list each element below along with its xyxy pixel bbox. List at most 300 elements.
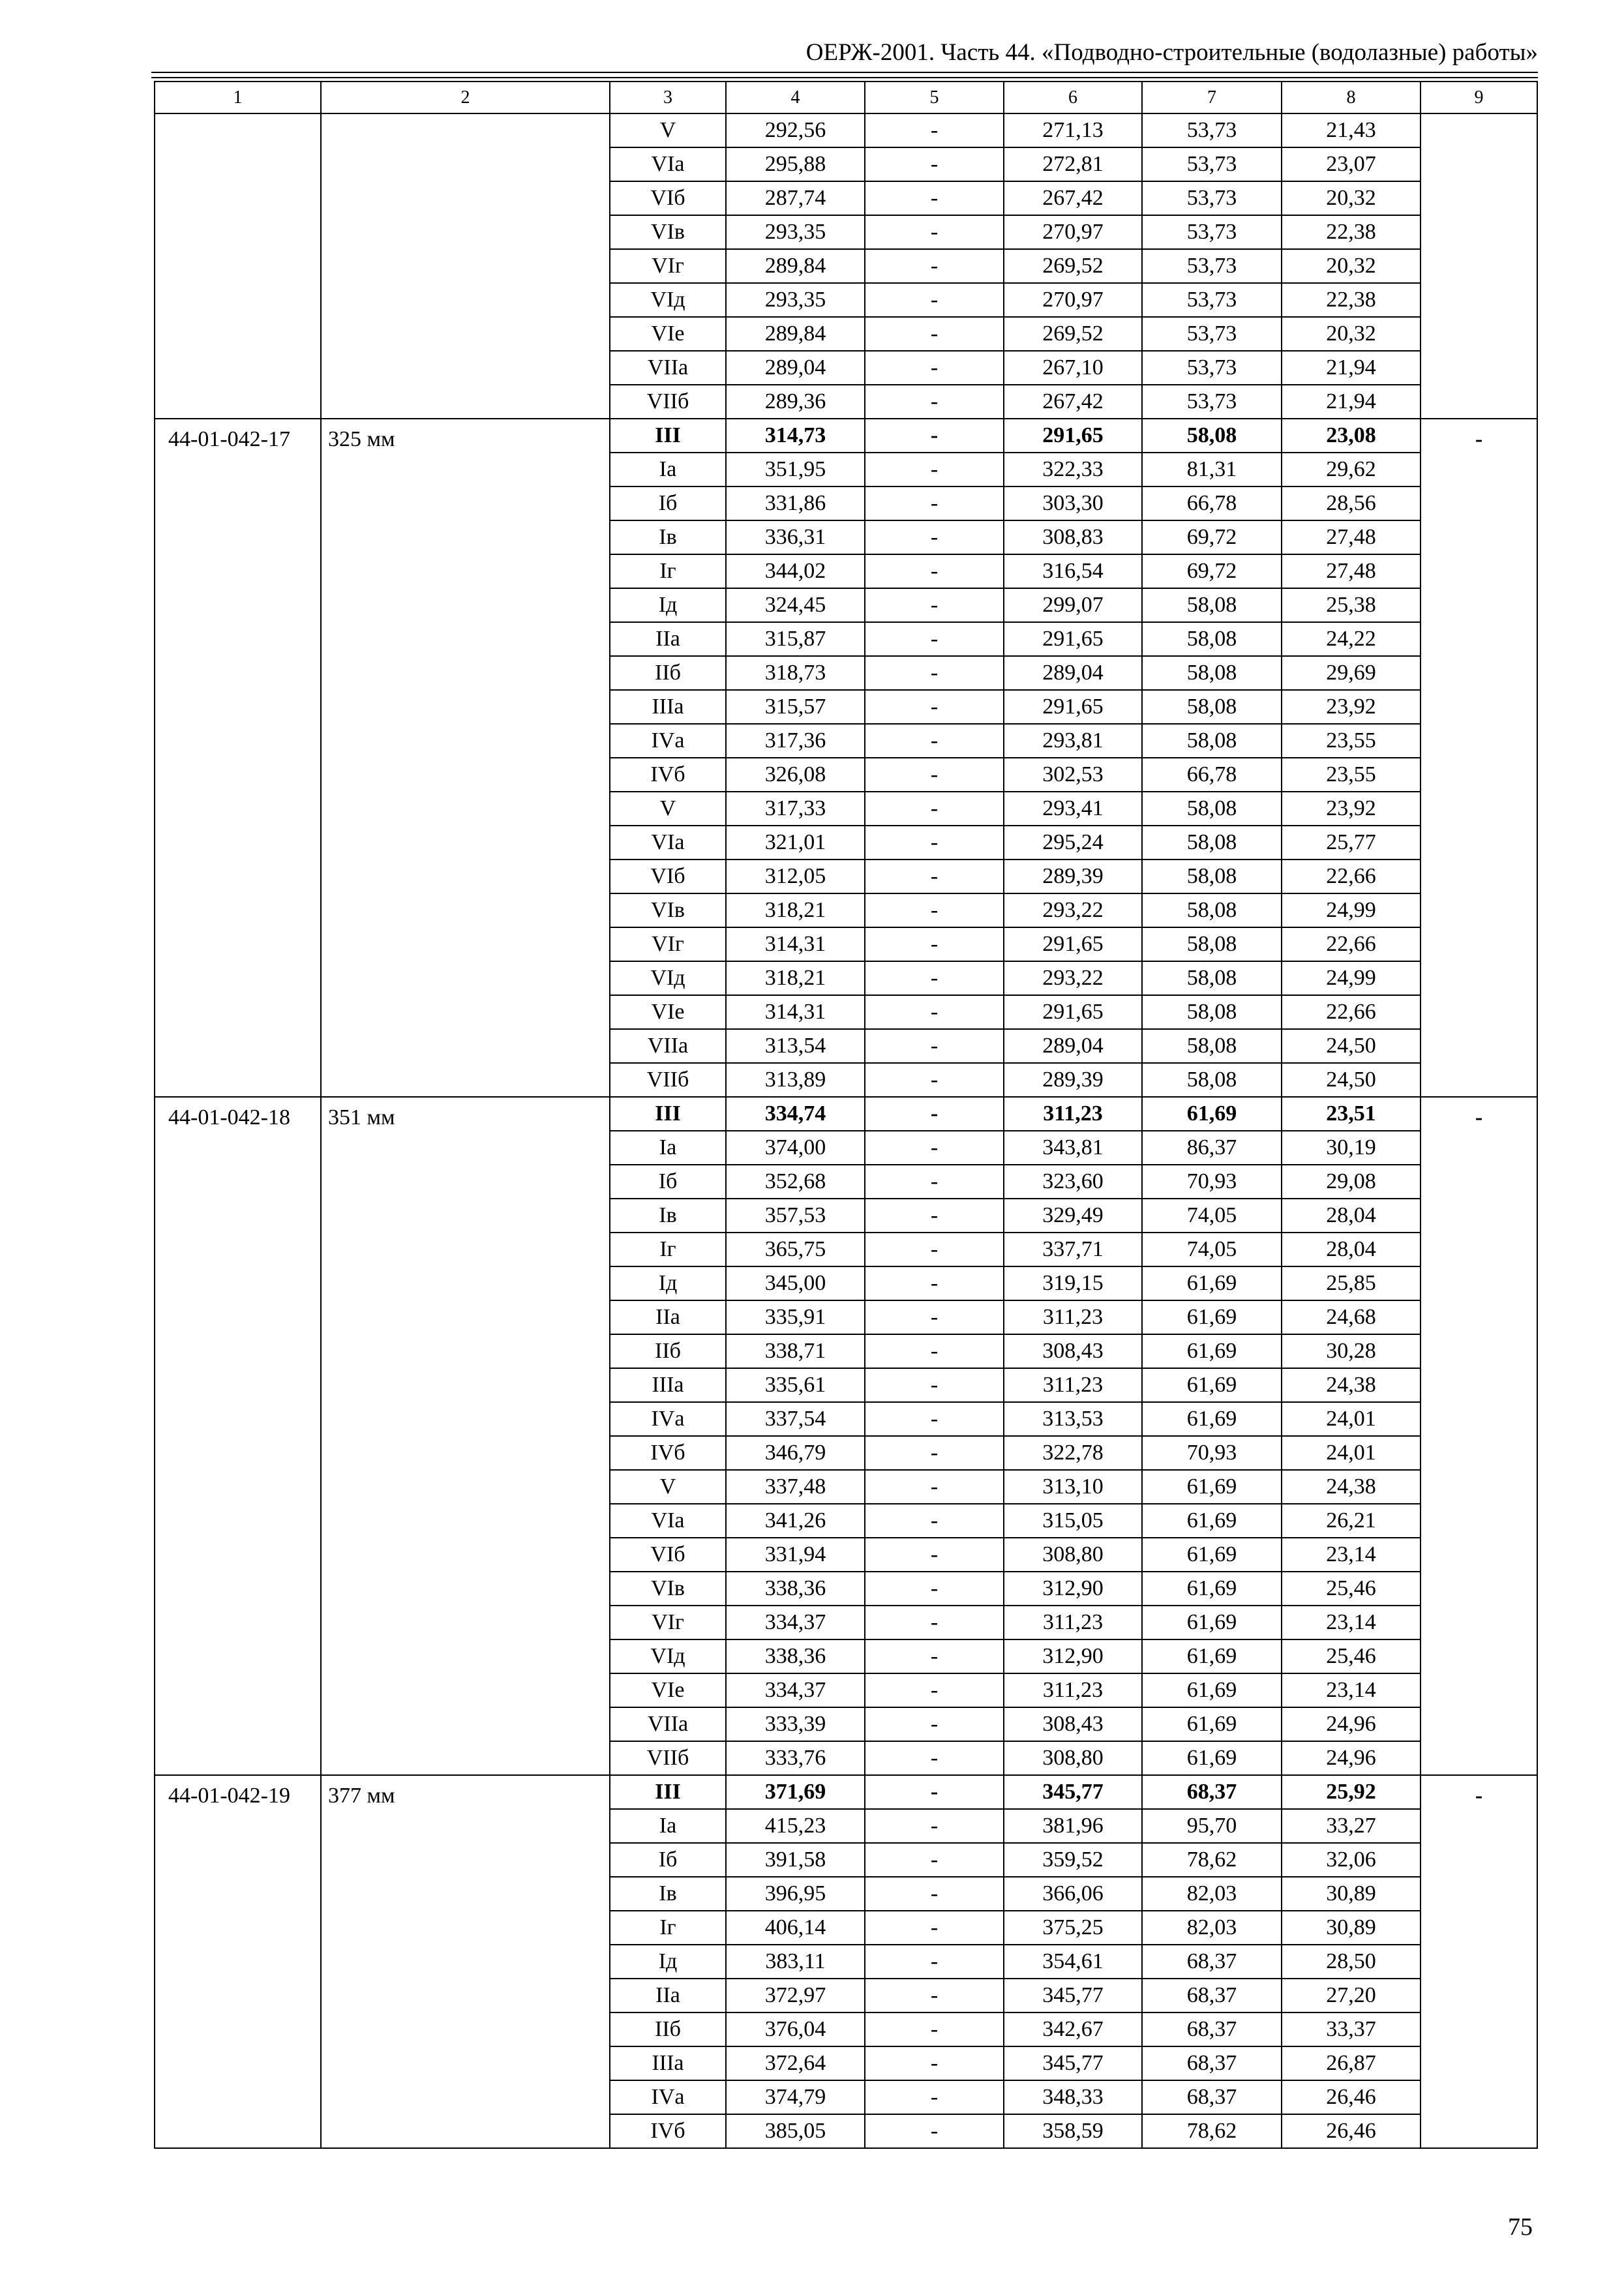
base-cost-cell: 374,00: [726, 1131, 865, 1165]
column-7-cell: 58,08: [1142, 588, 1282, 622]
zone-cell: VIIб: [610, 1063, 726, 1097]
column-6-cell: 303,30: [1004, 486, 1142, 520]
column-8-cell: 24,96: [1282, 1741, 1421, 1775]
column-6-cell: 295,24: [1004, 826, 1142, 860]
column-5-cell: -: [865, 1402, 1004, 1436]
column-5-cell: -: [865, 1606, 1004, 1639]
column-8-cell: 24,22: [1282, 622, 1421, 656]
base-cost-cell: 324,45: [726, 588, 865, 622]
column-8-cell: 30,89: [1282, 1911, 1421, 1945]
column-6-cell: 311,23: [1004, 1606, 1142, 1639]
column-number: 5: [865, 82, 1004, 113]
zone-cell: Iб: [610, 1843, 726, 1877]
column-8-cell: 24,01: [1282, 1436, 1421, 1470]
column-8-cell: 26,87: [1282, 2046, 1421, 2080]
column-5-cell: -: [865, 1300, 1004, 1334]
column-8-cell: 24,01: [1282, 1402, 1421, 1436]
column-7-cell: 53,73: [1142, 181, 1282, 215]
column-6-cell: 311,23: [1004, 1673, 1142, 1707]
column-7-cell: 61,69: [1142, 1606, 1282, 1639]
column-number: 7: [1142, 82, 1282, 113]
zone-cell: III: [610, 1097, 726, 1131]
column-5-cell: -: [865, 147, 1004, 181]
base-cost-cell: 336,31: [726, 520, 865, 554]
zone-cell: VIе: [610, 317, 726, 351]
column-8-cell: 25,92: [1282, 1775, 1421, 1809]
base-cost-cell: 396,95: [726, 1877, 865, 1911]
column-5-cell: -: [865, 1470, 1004, 1504]
column-number: 8: [1282, 82, 1421, 113]
code-cell: 44-01-042-19: [155, 1775, 321, 2148]
base-cost-cell: 406,14: [726, 1911, 865, 1945]
column-8-cell: 29,62: [1282, 453, 1421, 486]
column-8-cell: 23,08: [1282, 419, 1421, 453]
zone-cell: IVа: [610, 724, 726, 758]
column-6-cell: 311,23: [1004, 1368, 1142, 1402]
column-8-cell: 28,04: [1282, 1199, 1421, 1233]
zone-cell: Iв: [610, 1199, 726, 1233]
column-6-cell: 308,80: [1004, 1538, 1142, 1572]
base-cost-cell: 374,79: [726, 2080, 865, 2114]
name-cell: [321, 113, 610, 419]
zone-cell: VIг: [610, 927, 726, 961]
column-7-cell: 61,69: [1142, 1470, 1282, 1504]
column-6-cell: 343,81: [1004, 1131, 1142, 1165]
zone-cell: IIIа: [610, 690, 726, 724]
zone-cell: VIIб: [610, 1741, 726, 1775]
column-6-cell: 311,23: [1004, 1300, 1142, 1334]
column-5-cell: -: [865, 2012, 1004, 2046]
column-7-cell: 78,62: [1142, 1843, 1282, 1877]
column-6-cell: 271,13: [1004, 113, 1142, 147]
column-6-cell: 381,96: [1004, 1809, 1142, 1843]
note-cell: [1421, 113, 1537, 419]
base-cost-cell: 295,88: [726, 147, 865, 181]
column-8-cell: 24,38: [1282, 1470, 1421, 1504]
column-6-cell: 345,77: [1004, 1979, 1142, 2012]
base-cost-cell: 333,39: [726, 1707, 865, 1741]
column-6-cell: 267,42: [1004, 385, 1142, 419]
column-8-cell: 24,50: [1282, 1029, 1421, 1063]
column-8-cell: 26,46: [1282, 2114, 1421, 2148]
column-5-cell: -: [865, 419, 1004, 453]
column-7-cell: 68,37: [1142, 2080, 1282, 2114]
column-8-cell: 30,28: [1282, 1334, 1421, 1368]
column-8-cell: 23,51: [1282, 1097, 1421, 1131]
column-8-cell: 23,92: [1282, 792, 1421, 826]
column-8-cell: 22,38: [1282, 215, 1421, 249]
column-7-cell: 61,69: [1142, 1266, 1282, 1300]
column-number: 9: [1421, 82, 1537, 113]
column-7-cell: 61,69: [1142, 1504, 1282, 1538]
column-8-cell: 22,66: [1282, 995, 1421, 1029]
column-8-cell: 27,48: [1282, 554, 1421, 588]
base-cost-cell: 317,33: [726, 792, 865, 826]
base-cost-cell: 338,36: [726, 1572, 865, 1606]
column-6-cell: 267,10: [1004, 351, 1142, 385]
column-6-cell: 291,65: [1004, 690, 1142, 724]
base-cost-cell: 365,75: [726, 1233, 865, 1266]
column-number: 2: [321, 82, 610, 113]
base-cost-cell: 313,89: [726, 1063, 865, 1097]
zone-cell: VIIа: [610, 351, 726, 385]
column-7-cell: 69,72: [1142, 554, 1282, 588]
column-5-cell: -: [865, 1809, 1004, 1843]
column-5-cell: -: [865, 927, 1004, 961]
column-5-cell: -: [865, 249, 1004, 283]
column-7-cell: 70,93: [1142, 1165, 1282, 1199]
column-6-cell: 308,43: [1004, 1707, 1142, 1741]
base-cost-cell: 352,68: [726, 1165, 865, 1199]
column-5-cell: -: [865, 1097, 1004, 1131]
column-number-row: [155, 82, 1537, 113]
column-5-cell: -: [865, 486, 1004, 520]
column-7-cell: 68,37: [1142, 1945, 1282, 1979]
column-8-cell: 23,55: [1282, 758, 1421, 792]
zone-cell: VIб: [610, 860, 726, 893]
base-cost-cell: 314,31: [726, 927, 865, 961]
column-7-cell: 53,73: [1142, 113, 1282, 147]
zone-cell: Iв: [610, 520, 726, 554]
base-cost-cell: 289,04: [726, 351, 865, 385]
zone-cell: IVа: [610, 1402, 726, 1436]
column-5-cell: -: [865, 1639, 1004, 1673]
running-header: ОЕРЖ-2001. Часть 44. «Подводно-строительные (водолазные) работы»: [805, 39, 1538, 66]
column-6-cell: 322,33: [1004, 453, 1142, 486]
column-7-cell: 58,08: [1142, 893, 1282, 927]
column-5-cell: -: [865, 622, 1004, 656]
column-5-cell: -: [865, 385, 1004, 419]
column-6-cell: 302,53: [1004, 758, 1142, 792]
zone-cell: IIа: [610, 1979, 726, 2012]
base-cost-cell: 292,56: [726, 113, 865, 147]
column-8-cell: 28,50: [1282, 1945, 1421, 1979]
column-7-cell: 66,78: [1142, 486, 1282, 520]
base-cost-cell: 289,84: [726, 249, 865, 283]
column-5-cell: -: [865, 1334, 1004, 1368]
column-6-cell: 291,65: [1004, 927, 1142, 961]
column-7-cell: 58,08: [1142, 1063, 1282, 1097]
column-8-cell: 27,48: [1282, 520, 1421, 554]
column-5-cell: -: [865, 1368, 1004, 1402]
zone-cell: Iг: [610, 1911, 726, 1945]
column-7-cell: 53,73: [1142, 283, 1282, 317]
column-8-cell: 23,92: [1282, 690, 1421, 724]
zone-cell: VIе: [610, 1673, 726, 1707]
column-7-cell: 68,37: [1142, 1775, 1282, 1809]
base-cost-cell: 314,31: [726, 995, 865, 1029]
column-7-cell: 95,70: [1142, 1809, 1282, 1843]
base-cost-cell: 357,53: [726, 1199, 865, 1233]
zone-cell: VIб: [610, 181, 726, 215]
name-cell: 351 мм: [321, 1097, 610, 1775]
column-8-cell: 25,46: [1282, 1572, 1421, 1606]
column-7-cell: 53,73: [1142, 147, 1282, 181]
base-cost-cell: 318,73: [726, 656, 865, 690]
zone-cell: Iд: [610, 1266, 726, 1300]
column-8-cell: 24,68: [1282, 1300, 1421, 1334]
zone-cell: IVб: [610, 758, 726, 792]
column-8-cell: 20,32: [1282, 181, 1421, 215]
column-6-cell: 348,33: [1004, 2080, 1142, 2114]
base-cost-cell: 331,94: [726, 1538, 865, 1572]
column-8-cell: 26,21: [1282, 1504, 1421, 1538]
base-cost-cell: 351,95: [726, 453, 865, 486]
column-8-cell: 20,32: [1282, 317, 1421, 351]
base-cost-cell: 318,21: [726, 961, 865, 995]
zone-cell: VIIб: [610, 385, 726, 419]
column-6-cell: 289,04: [1004, 656, 1142, 690]
base-cost-cell: 341,26: [726, 1504, 865, 1538]
column-6-cell: 375,25: [1004, 1911, 1142, 1945]
zone-cell: Iа: [610, 453, 726, 486]
base-cost-cell: 345,00: [726, 1266, 865, 1300]
column-6-cell: 345,77: [1004, 1775, 1142, 1809]
column-8-cell: 23,14: [1282, 1673, 1421, 1707]
base-cost-cell: 333,76: [726, 1741, 865, 1775]
zone-cell: VIг: [610, 249, 726, 283]
column-5-cell: -: [865, 656, 1004, 690]
column-5-cell: -: [865, 1911, 1004, 1945]
zone-cell: VIа: [610, 826, 726, 860]
base-cost-cell: 371,69: [726, 1775, 865, 1809]
zone-cell: V: [610, 113, 726, 147]
column-number: 1: [155, 82, 321, 113]
column-7-cell: 58,08: [1142, 961, 1282, 995]
column-7-cell: 66,78: [1142, 758, 1282, 792]
column-7-cell: 61,69: [1142, 1300, 1282, 1334]
column-8-cell: 32,06: [1282, 1843, 1421, 1877]
column-7-cell: 58,08: [1142, 724, 1282, 758]
column-6-cell: 313,53: [1004, 1402, 1142, 1436]
base-cost-cell: 315,87: [726, 622, 865, 656]
column-8-cell: 23,14: [1282, 1606, 1421, 1639]
zone-cell: VIд: [610, 961, 726, 995]
base-cost-cell: 326,08: [726, 758, 865, 792]
column-7-cell: 61,69: [1142, 1707, 1282, 1741]
column-7-cell: 58,08: [1142, 927, 1282, 961]
column-7-cell: 61,69: [1142, 1741, 1282, 1775]
column-5-cell: -: [865, 520, 1004, 554]
column-8-cell: 22,66: [1282, 860, 1421, 893]
group-first-row: [155, 1097, 1537, 1131]
base-cost-cell: 293,35: [726, 283, 865, 317]
column-6-cell: 316,54: [1004, 554, 1142, 588]
column-5-cell: -: [865, 1673, 1004, 1707]
column-6-cell: 272,81: [1004, 147, 1142, 181]
base-cost-cell: 383,11: [726, 1945, 865, 1979]
column-7-cell: 61,69: [1142, 1334, 1282, 1368]
column-5-cell: -: [865, 1538, 1004, 1572]
column-5-cell: -: [865, 860, 1004, 893]
column-5-cell: -: [865, 961, 1004, 995]
column-7-cell: 58,08: [1142, 826, 1282, 860]
column-6-cell: 308,83: [1004, 520, 1142, 554]
column-6-cell: 267,42: [1004, 181, 1142, 215]
column-8-cell: 23,14: [1282, 1538, 1421, 1572]
column-5-cell: -: [865, 2080, 1004, 2114]
zone-cell: Iб: [610, 486, 726, 520]
column-8-cell: 33,27: [1282, 1809, 1421, 1843]
base-cost-cell: 289,36: [726, 385, 865, 419]
column-5-cell: -: [865, 1131, 1004, 1165]
column-7-cell: 58,08: [1142, 419, 1282, 453]
base-cost-cell: 337,48: [726, 1470, 865, 1504]
column-5-cell: -: [865, 1063, 1004, 1097]
zone-cell: Iа: [610, 1809, 726, 1843]
column-7-cell: 58,08: [1142, 995, 1282, 1029]
zone-cell: Iг: [610, 1233, 726, 1266]
zone-cell: IVб: [610, 1436, 726, 1470]
column-5-cell: -: [865, 758, 1004, 792]
column-5-cell: -: [865, 1504, 1004, 1538]
column-8-cell: 26,46: [1282, 2080, 1421, 2114]
base-cost-cell: 372,64: [726, 2046, 865, 2080]
column-8-cell: 23,55: [1282, 724, 1421, 758]
column-6-cell: 291,65: [1004, 622, 1142, 656]
column-8-cell: 22,38: [1282, 283, 1421, 317]
base-cost-cell: 338,71: [726, 1334, 865, 1368]
column-8-cell: 30,19: [1282, 1131, 1421, 1165]
column-5-cell: -: [865, 453, 1004, 486]
table-body: [155, 82, 1537, 2148]
column-5-cell: -: [865, 1707, 1004, 1741]
column-7-cell: 53,73: [1142, 317, 1282, 351]
column-5-cell: -: [865, 1843, 1004, 1877]
column-6-cell: 308,43: [1004, 1334, 1142, 1368]
header-rule: [151, 72, 1538, 73]
column-number: 4: [726, 82, 865, 113]
column-6-cell: 269,52: [1004, 249, 1142, 283]
zone-cell: V: [610, 1470, 726, 1504]
column-5-cell: -: [865, 1775, 1004, 1809]
column-6-cell: 270,97: [1004, 215, 1142, 249]
column-7-cell: 61,69: [1142, 1572, 1282, 1606]
column-7-cell: 61,69: [1142, 1402, 1282, 1436]
header-rule: [151, 77, 1538, 78]
column-5-cell: -: [865, 1741, 1004, 1775]
column-8-cell: 24,99: [1282, 961, 1421, 995]
group-first-row: [155, 419, 1537, 453]
column-6-cell: 354,61: [1004, 1945, 1142, 1979]
column-8-cell: 25,38: [1282, 588, 1421, 622]
zone-cell: VIд: [610, 1639, 726, 1673]
column-8-cell: 24,99: [1282, 893, 1421, 927]
column-6-cell: 291,65: [1004, 995, 1142, 1029]
column-8-cell: 21,94: [1282, 351, 1421, 385]
column-7-cell: 53,73: [1142, 385, 1282, 419]
zone-cell: IVб: [610, 2114, 726, 2148]
base-cost-cell: 335,91: [726, 1300, 865, 1334]
column-5-cell: -: [865, 1199, 1004, 1233]
column-6-cell: 293,81: [1004, 724, 1142, 758]
column-8-cell: 22,66: [1282, 927, 1421, 961]
column-6-cell: 366,06: [1004, 1877, 1142, 1911]
base-cost-cell: 337,54: [726, 1402, 865, 1436]
column-6-cell: 313,10: [1004, 1470, 1142, 1504]
column-7-cell: 58,08: [1142, 860, 1282, 893]
column-7-cell: 53,73: [1142, 351, 1282, 385]
zone-cell: IIIа: [610, 1368, 726, 1402]
column-8-cell: 25,77: [1282, 826, 1421, 860]
base-cost-cell: 317,36: [726, 724, 865, 758]
column-5-cell: -: [865, 1233, 1004, 1266]
zone-cell: IVа: [610, 2080, 726, 2114]
base-cost-cell: 376,04: [726, 2012, 865, 2046]
column-8-cell: 25,85: [1282, 1266, 1421, 1300]
column-5-cell: -: [865, 113, 1004, 147]
column-8-cell: 24,50: [1282, 1063, 1421, 1097]
column-8-cell: 24,38: [1282, 1368, 1421, 1402]
column-7-cell: 68,37: [1142, 1979, 1282, 2012]
column-5-cell: -: [865, 1436, 1004, 1470]
column-5-cell: -: [865, 792, 1004, 826]
column-5-cell: -: [865, 1165, 1004, 1199]
zone-cell: VIв: [610, 893, 726, 927]
zone-cell: VIа: [610, 1504, 726, 1538]
note-cell: -: [1421, 419, 1537, 1097]
zone-cell: V: [610, 792, 726, 826]
column-7-cell: 81,31: [1142, 453, 1282, 486]
group-first-row: [155, 1775, 1537, 1809]
column-7-cell: 61,69: [1142, 1538, 1282, 1572]
column-7-cell: 61,69: [1142, 1368, 1282, 1402]
column-7-cell: 58,08: [1142, 622, 1282, 656]
column-5-cell: -: [865, 317, 1004, 351]
base-cost-cell: 287,74: [726, 181, 865, 215]
zone-cell: III: [610, 419, 726, 453]
column-number: 3: [610, 82, 726, 113]
column-6-cell: 293,41: [1004, 792, 1142, 826]
column-6-cell: 289,39: [1004, 860, 1142, 893]
column-8-cell: 27,20: [1282, 1979, 1421, 2012]
column-6-cell: 312,90: [1004, 1639, 1142, 1673]
column-6-cell: 289,04: [1004, 1029, 1142, 1063]
column-6-cell: 308,80: [1004, 1741, 1142, 1775]
column-6-cell: 319,15: [1004, 1266, 1142, 1300]
page-number: 75: [1508, 2213, 1533, 2241]
column-6-cell: 315,05: [1004, 1504, 1142, 1538]
column-7-cell: 61,69: [1142, 1097, 1282, 1131]
column-5-cell: -: [865, 1877, 1004, 1911]
column-7-cell: 69,72: [1142, 520, 1282, 554]
column-6-cell: 299,07: [1004, 588, 1142, 622]
column-8-cell: 33,37: [1282, 2012, 1421, 2046]
column-7-cell: 58,08: [1142, 792, 1282, 826]
column-7-cell: 58,08: [1142, 656, 1282, 690]
column-6-cell: 289,39: [1004, 1063, 1142, 1097]
base-cost-cell: 331,86: [726, 486, 865, 520]
column-5-cell: -: [865, 181, 1004, 215]
price-table: [154, 81, 1538, 2149]
zone-cell: III: [610, 1775, 726, 1809]
name-cell: 377 мм: [321, 1775, 610, 2148]
note-cell: -: [1421, 1775, 1537, 2148]
base-cost-cell: 334,37: [726, 1606, 865, 1639]
column-8-cell: 30,89: [1282, 1877, 1421, 1911]
column-8-cell: 28,04: [1282, 1233, 1421, 1266]
base-cost-cell: 321,01: [726, 826, 865, 860]
name-cell: 325 мм: [321, 419, 610, 1097]
zone-cell: IIб: [610, 656, 726, 690]
column-6-cell: 342,67: [1004, 2012, 1142, 2046]
base-cost-cell: 385,05: [726, 2114, 865, 2148]
column-6-cell: 323,60: [1004, 1165, 1142, 1199]
zone-cell: VIд: [610, 283, 726, 317]
column-5-cell: -: [865, 1029, 1004, 1063]
base-cost-cell: 315,57: [726, 690, 865, 724]
base-cost-cell: 346,79: [726, 1436, 865, 1470]
